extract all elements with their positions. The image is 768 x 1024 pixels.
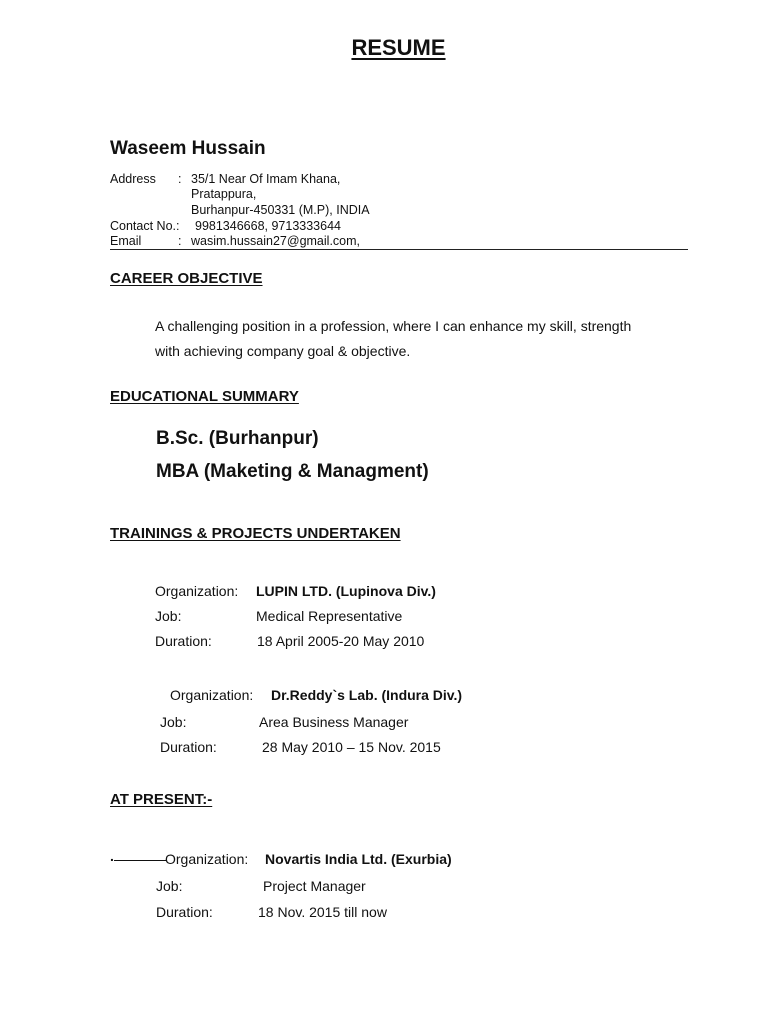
address-line-2: Pratappura,	[191, 187, 257, 201]
job-value: Area Business Manager	[259, 714, 409, 730]
address-line-1: 35/1 Near Of Imam Khana,	[191, 172, 341, 186]
duration-value: 18 Nov. 2015 till now	[258, 904, 387, 920]
education-item: B.Sc. (Burhanpur)	[156, 428, 319, 449]
candidate-name: Waseem Hussain	[110, 138, 266, 159]
job-value: Medical Representative	[256, 608, 403, 624]
duration-label: Duration:	[156, 904, 213, 920]
education-item: MBA (Maketing & Managment)	[156, 461, 429, 482]
organization-value: Novartis India Ltd. (Exurbia)	[265, 851, 452, 867]
job-label: Job:	[160, 714, 187, 730]
email-label: Email	[110, 234, 142, 248]
career-objective-heading: CAREER OBJECTIVE	[110, 270, 263, 287]
career-objective-line-1: A challenging position in a profession, where I can enhance my skill, strength	[155, 318, 632, 334]
career-objective-line-2: with achieving company goal & objective.	[155, 343, 411, 359]
duration-label: Duration:	[160, 739, 217, 755]
organization-label: Organization:	[165, 851, 249, 867]
duration-value: 28 May 2010 – 15 Nov. 2015	[262, 739, 441, 755]
education-heading: EDUCATIONAL SUMMARY	[110, 388, 299, 405]
address-label: Address	[110, 172, 156, 186]
organization-label: Organization:	[170, 687, 254, 703]
bullet-dot: .	[110, 848, 114, 864]
page-title: RESUME	[351, 35, 446, 60]
organization-value: LUPIN LTD. (Lupinova Div.)	[256, 583, 436, 599]
organization-value: Dr.Reddy`s Lab. (Indura Div.)	[271, 687, 463, 703]
job-label: Job:	[156, 878, 183, 894]
at-present-heading: AT PRESENT:-	[110, 791, 213, 808]
email-separator: :	[178, 234, 182, 248]
duration-label: Duration:	[155, 633, 212, 649]
address-line-3: Burhanpur-450331 (M.P), INDIA	[191, 203, 370, 217]
contact-numbers: 9981346668, 9713333644	[195, 219, 341, 233]
header-divider	[110, 249, 688, 250]
email-value: wasim.hussain27@gmail.com,	[191, 234, 361, 248]
trainings-heading: TRAININGS & PROJECTS UNDERTAKEN	[110, 525, 401, 542]
job-label: Job:	[155, 608, 182, 624]
contact-label: Contact No.:	[110, 219, 180, 233]
organization-label: Organization:	[155, 583, 239, 599]
bullet-marker	[110, 846, 166, 864]
duration-value: 18 April 2005-20 May 2010	[257, 633, 425, 649]
bullet-underline	[114, 846, 166, 861]
job-value: Project Manager	[263, 878, 366, 894]
address-separator: :	[178, 172, 182, 186]
